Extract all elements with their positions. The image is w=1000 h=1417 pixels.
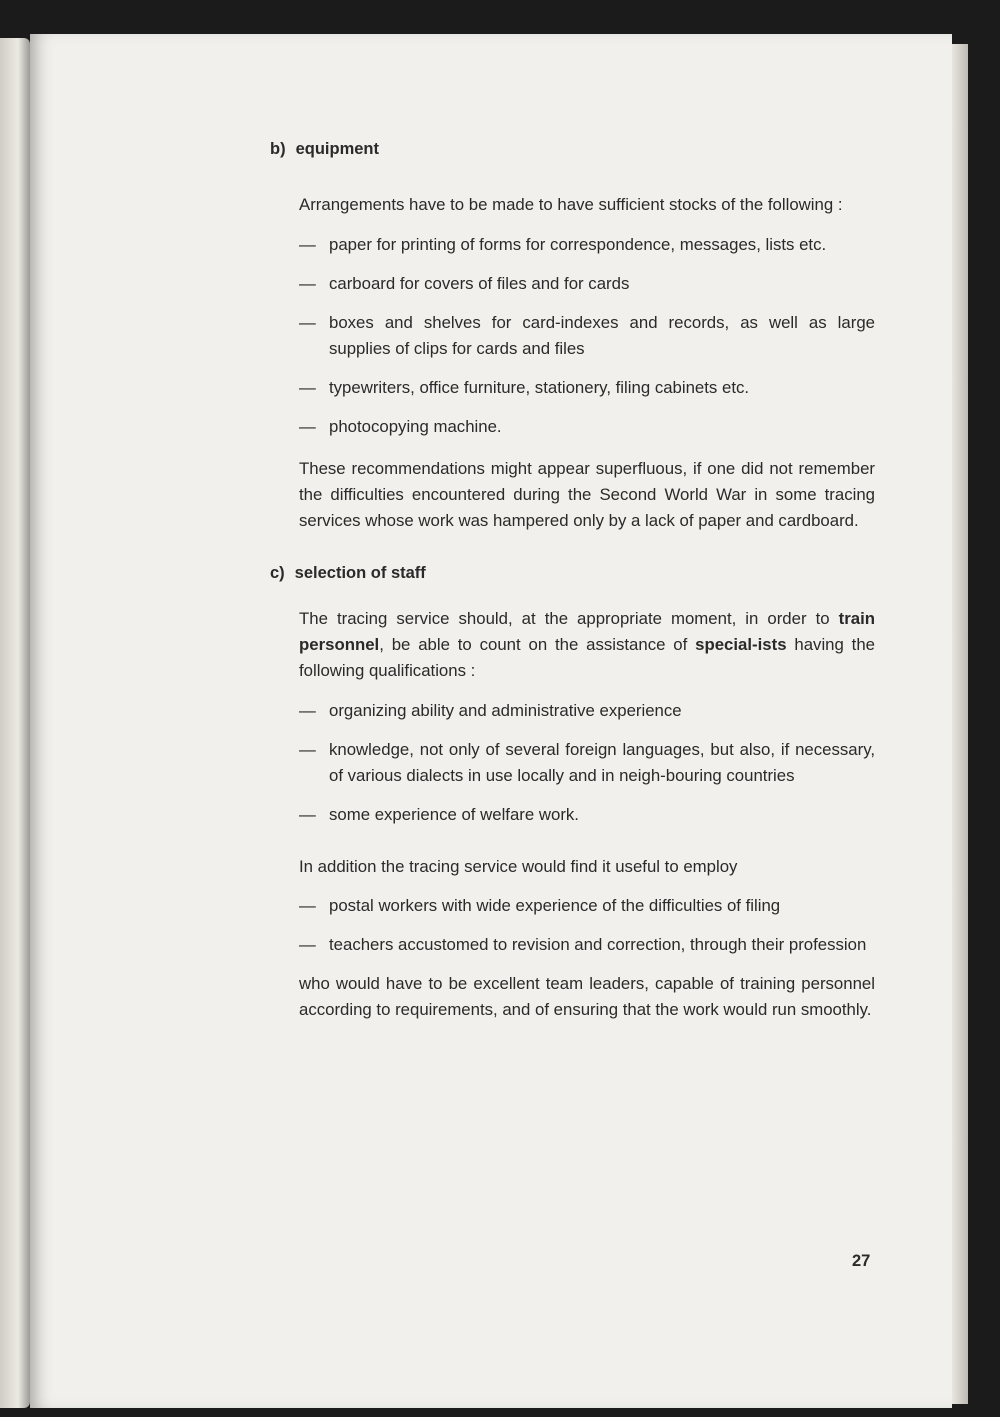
dash-bullet: — (299, 805, 316, 824)
list-item: — photocopying machine. (299, 414, 875, 440)
dash-bullet: — (299, 274, 316, 293)
dash-bullet: — (299, 701, 316, 720)
list-item: — some experience of welfare work. (299, 802, 875, 828)
list-item: — teachers accustomed to revision and correction, through their profession (299, 932, 875, 958)
dash-bullet: — (299, 378, 316, 397)
list-item: — paper for printing of forms for correspondence, messages, lists etc. (299, 232, 875, 258)
list-item: — postal workers with wide experience of the difficulties of filing (299, 893, 875, 919)
section-c-addition: In addition the tracing service would find it useful to employ (299, 857, 738, 876)
list-item: — carboard for covers of files and for cards (299, 271, 875, 297)
section-c-heading (270, 560, 875, 586)
dash-bullet: — (299, 896, 316, 915)
list-item: — organizing ability and administrative experience (299, 698, 875, 724)
section-b-label: b) (270, 140, 286, 158)
page-number: 27 (852, 1252, 871, 1270)
section-c-intro: The tracing service should, at the appropriate moment, in order to train personnel, be able to count on the assistance of special-ists having the following qualifications : (299, 609, 875, 680)
left-page-edge (0, 38, 30, 1408)
section-b-heading (270, 136, 875, 162)
emphasis-specialists: special-ists (695, 635, 787, 654)
dash-bullet: — (299, 313, 316, 332)
right-page-edge (952, 44, 968, 1404)
section-b-intro: Arrangements have to be made to have sufficient stocks of the following : (299, 195, 843, 214)
section-b-title: equipment (295, 140, 379, 158)
dash-bullet: — (299, 740, 316, 759)
section-c-title: selection of staff (294, 564, 426, 582)
list-item: — boxes and shelves for card-indexes and records, as well as large supplies of clips for cards and files (299, 310, 875, 362)
section-c-closing: who would have to be excellent team leaders, capable of training personnel according to requirements, and of ensuring that the work would run smoothly. (299, 974, 875, 1019)
page-content (270, 100, 875, 1023)
list-item: — knowledge, not only of several foreign languages, but also, if necessary, of various dialects in use locally and in neigh-bouring countries (299, 737, 875, 789)
dash-bullet: — (299, 417, 316, 436)
section-b-closing: These recommendations might appear superfluous, if one did not remember the difficulties encountered during the Second World War in some tracing services whose work was hampered only by a lack of paper and cardboard. (299, 459, 875, 530)
dash-bullet: — (299, 235, 316, 254)
section-c-label: c) (270, 564, 285, 582)
list-item: — typewriters, office furniture, stationery, filing cabinets etc. (299, 375, 875, 401)
dash-bullet: — (299, 935, 316, 954)
emphasis-train-personnel: train personnel (299, 609, 875, 654)
